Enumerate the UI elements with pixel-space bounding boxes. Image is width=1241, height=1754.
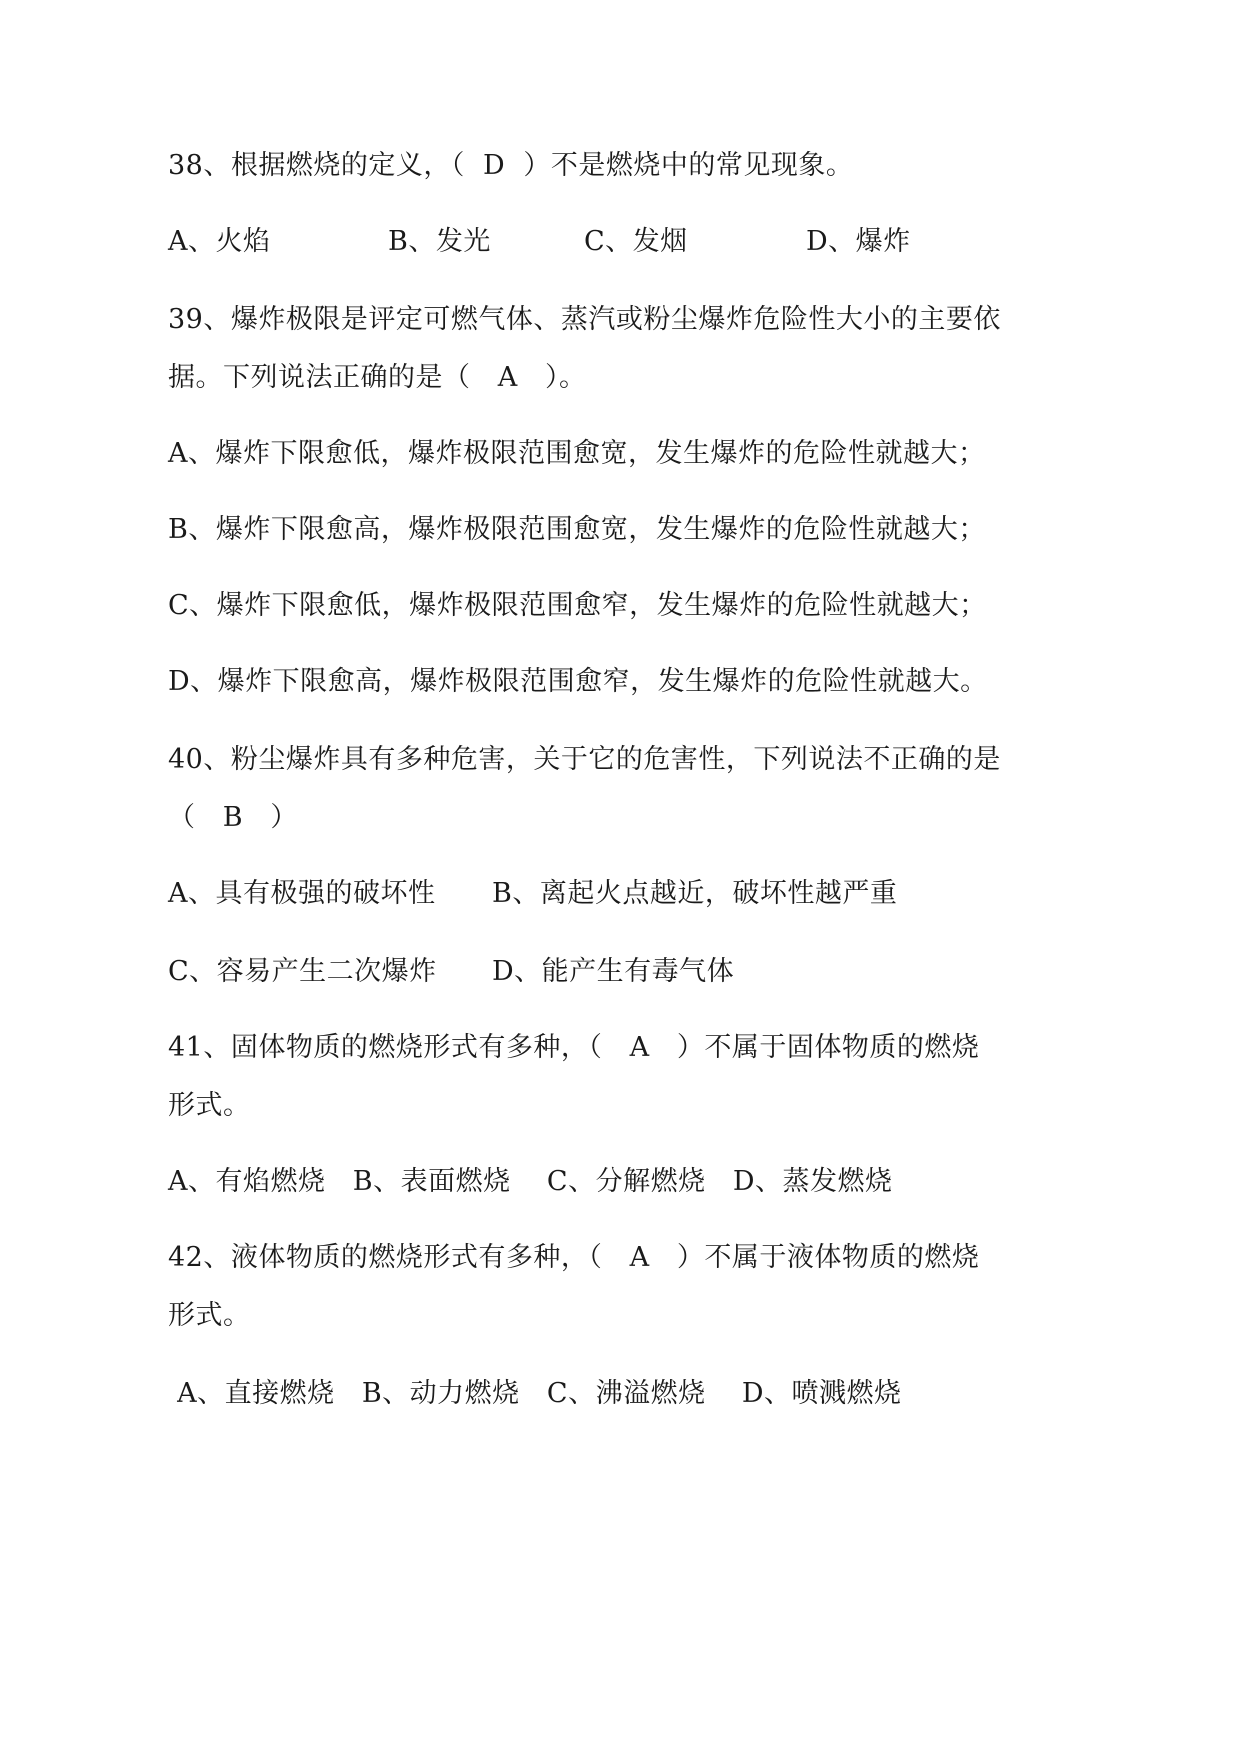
q40-option-c: C、容易产生二次爆炸	[168, 956, 437, 987]
q40-stem-line2: （ B ）	[168, 802, 298, 833]
q38-option-a: A、火焰	[168, 226, 271, 257]
q41-options: A、有焰燃烧 B、表面燃烧 C、分解燃烧 D、蒸发燃烧	[168, 1166, 893, 1197]
q38-stem: 38、根据燃烧的定义，（ D ）不是燃烧中的常见现象。	[168, 150, 854, 181]
q42-options: A、直接燃烧 B、动力燃烧 C、沸溢燃烧 D、喷溅燃烧	[168, 1378, 902, 1409]
q39-option-a: A、爆炸下限愈低，爆炸极限范围愈宽，发生爆炸的危险性就越大；	[168, 438, 986, 469]
q39-option-d: D、爆炸下限愈高，爆炸极限范围愈窄，发生爆炸的危险性就越大。	[168, 666, 988, 697]
q39-option-c: C、爆炸下限愈低，爆炸极限范围愈窄，发生爆炸的危险性就越大；	[168, 590, 987, 621]
q38-option-c: C、发烟	[584, 226, 688, 257]
q41-stem-line1: 41、固体物质的燃烧形式有多种，（ A ）不属于固体物质的燃烧	[168, 1032, 980, 1063]
q39-option-b: B、爆炸下限愈高，爆炸极限范围愈宽，发生爆炸的危险性就越大；	[168, 514, 986, 545]
q42-stem-line2: 形式。	[168, 1300, 251, 1331]
q42-stem-line1: 42、液体物质的燃烧形式有多种，（ A ）不属于液体物质的燃烧	[168, 1242, 980, 1273]
q40-option-d: D、能产生有毒气体	[492, 956, 735, 987]
q41-stem-line2: 形式。	[168, 1090, 251, 1121]
q39-stem-line2: 据。下列说法正确的是（ A ）。	[168, 362, 587, 393]
q39-stem-line1: 39、爆炸极限是评定可燃气体、蒸汽或粉尘爆炸危险性大小的主要依	[168, 304, 1001, 335]
q40-stem-line1: 40、粉尘爆炸具有多种危害，关于它的危害性，下列说法不正确的是	[168, 744, 1001, 775]
q40-option-a: A、具有极强的破坏性	[168, 878, 436, 909]
q38-option-b: B、发光	[388, 226, 491, 257]
q40-option-b: B、离起火点越近，破坏性越严重	[492, 878, 898, 909]
q38-option-d: D、爆炸	[806, 226, 911, 257]
